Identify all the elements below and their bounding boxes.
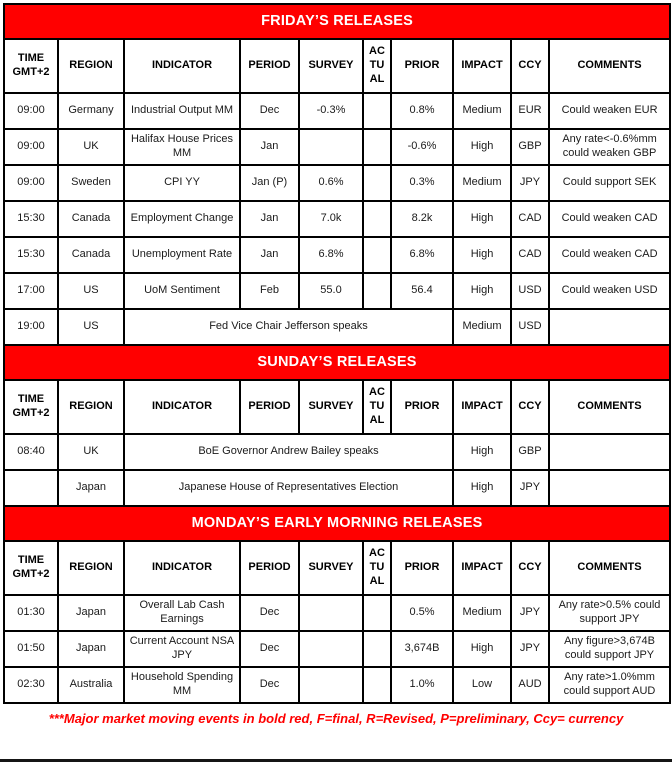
cell-region: Canada xyxy=(58,237,124,273)
calendar-table xyxy=(3,344,671,507)
cell-prior: 3,674B xyxy=(391,631,453,667)
cell-period: Feb xyxy=(240,273,299,309)
cell-indicator: CPI YY xyxy=(124,165,240,201)
cell-prior: 56.4 xyxy=(391,273,453,309)
cell-indicator: Halifax House Prices MM xyxy=(124,129,240,165)
cell-time: 15:30 xyxy=(4,237,58,273)
cell-actual xyxy=(363,667,391,703)
cell-region: US xyxy=(58,309,124,345)
cell-survey: 55.0 xyxy=(299,273,363,309)
cell-ccy: GBP xyxy=(511,434,549,470)
cell-impact: High xyxy=(453,470,511,506)
cell-ccy: USD xyxy=(511,273,549,309)
column-header-region: REGION xyxy=(58,39,124,93)
column-header-indicator: INDICATOR xyxy=(124,380,240,434)
column-header-survey: SURVEY xyxy=(299,380,363,434)
cell-event: BoE Governor Andrew Bailey speaks xyxy=(124,434,453,470)
cell-impact: High xyxy=(453,129,511,165)
table-row xyxy=(4,434,670,470)
cell-actual xyxy=(363,237,391,273)
calendar-table xyxy=(3,3,671,346)
cell-prior: 0.8% xyxy=(391,93,453,129)
cell-period: Dec xyxy=(240,595,299,631)
column-header-region: REGION xyxy=(58,380,124,434)
cell-period: Jan (P) xyxy=(240,165,299,201)
table-row xyxy=(4,129,670,165)
cell-prior: 6.8% xyxy=(391,237,453,273)
cell-impact: Low xyxy=(453,667,511,703)
table-row xyxy=(4,667,670,703)
cell-indicator: Household Spending MM xyxy=(124,667,240,703)
cell-impact: Medium xyxy=(453,309,511,345)
cell-time: 17:00 xyxy=(4,273,58,309)
cell-comments: Could weaken CAD xyxy=(549,237,670,273)
cell-event: Fed Vice Chair Jefferson speaks xyxy=(124,309,453,345)
cell-ccy: JPY xyxy=(511,470,549,506)
bottom-divider xyxy=(0,759,672,762)
cell-survey xyxy=(299,631,363,667)
cell-comments: Any rate>1.0%mm could support AUD xyxy=(549,667,670,703)
column-header-row xyxy=(4,380,670,434)
cell-ccy: AUD xyxy=(511,667,549,703)
column-header-row xyxy=(4,541,670,595)
cell-period: Dec xyxy=(240,93,299,129)
cell-time: 09:00 xyxy=(4,129,58,165)
column-header-period: PERIOD xyxy=(240,541,299,595)
cell-region: Japan xyxy=(58,470,124,506)
cell-time: 09:00 xyxy=(4,165,58,201)
cell-period: Dec xyxy=(240,631,299,667)
cell-time: 01:50 xyxy=(4,631,58,667)
cell-region: Canada xyxy=(58,201,124,237)
cell-comments xyxy=(549,434,670,470)
column-header-actual: AC TU AL xyxy=(363,541,391,595)
cell-indicator: Unemployment Rate xyxy=(124,237,240,273)
cell-actual xyxy=(363,201,391,237)
section-header-row xyxy=(4,506,670,541)
cell-comments xyxy=(549,309,670,345)
column-header-survey: SURVEY xyxy=(299,39,363,93)
cell-survey xyxy=(299,129,363,165)
cell-comments: Any rate<-0.6%mm could weaken GBP xyxy=(549,129,670,165)
cell-actual xyxy=(363,595,391,631)
column-header-row xyxy=(4,39,670,93)
cell-comments: Could support SEK xyxy=(549,165,670,201)
cell-impact: High xyxy=(453,631,511,667)
calendar-table xyxy=(3,505,671,704)
cell-region: UK xyxy=(58,434,124,470)
cell-ccy: GBP xyxy=(511,129,549,165)
column-header-comments: COMMENTS xyxy=(549,39,670,93)
cell-indicator: Industrial Output MM xyxy=(124,93,240,129)
cell-time xyxy=(4,470,58,506)
section-header-row xyxy=(4,345,670,380)
cell-ccy: JPY xyxy=(511,595,549,631)
column-header-impact: IMPACT xyxy=(453,380,511,434)
cell-region: Sweden xyxy=(58,165,124,201)
cell-prior: 8.2k xyxy=(391,201,453,237)
table-row xyxy=(4,201,670,237)
cell-comments: Any figure>3,674B could support JPY xyxy=(549,631,670,667)
cell-impact: High xyxy=(453,201,511,237)
column-header-comments: COMMENTS xyxy=(549,380,670,434)
cell-period: Jan xyxy=(240,129,299,165)
column-header-actual: AC TU AL xyxy=(363,380,391,434)
table-row xyxy=(4,165,670,201)
cell-prior: -0.6% xyxy=(391,129,453,165)
cell-comments: Could weaken USD xyxy=(549,273,670,309)
column-header-prior: PRIOR xyxy=(391,541,453,595)
table-row xyxy=(4,309,670,345)
column-header-comments: COMMENTS xyxy=(549,541,670,595)
column-header-period: PERIOD xyxy=(240,380,299,434)
cell-ccy: USD xyxy=(511,309,549,345)
calendar-sections xyxy=(3,3,669,704)
cell-actual xyxy=(363,631,391,667)
cell-comments: Could weaken EUR xyxy=(549,93,670,129)
column-header-impact: IMPACT xyxy=(453,39,511,93)
cell-comments xyxy=(549,470,670,506)
cell-indicator: Current Account NSA JPY xyxy=(124,631,240,667)
cell-event: Japanese House of Representatives Election xyxy=(124,470,453,506)
cell-impact: High xyxy=(453,434,511,470)
section-header-row xyxy=(4,4,670,39)
cell-survey: 6.8% xyxy=(299,237,363,273)
cell-ccy: JPY xyxy=(511,165,549,201)
table-row xyxy=(4,93,670,129)
table-row xyxy=(4,237,670,273)
cell-region: Australia xyxy=(58,667,124,703)
cell-impact: Medium xyxy=(453,165,511,201)
cell-comments: Could weaken CAD xyxy=(549,201,670,237)
cell-region: UK xyxy=(58,129,124,165)
cell-region: US xyxy=(58,273,124,309)
cell-time: 19:00 xyxy=(4,309,58,345)
cell-period: Jan xyxy=(240,201,299,237)
cell-impact: Medium xyxy=(453,595,511,631)
cell-survey: -0.3% xyxy=(299,93,363,129)
column-header-period: PERIOD xyxy=(240,39,299,93)
section-title: MONDAY’S EARLY MORNING RELEASES xyxy=(4,506,670,541)
cell-survey xyxy=(299,667,363,703)
cell-time: 01:30 xyxy=(4,595,58,631)
cell-comments: Any rate>0.5% could support JPY xyxy=(549,595,670,631)
table-row xyxy=(4,595,670,631)
cell-impact: Medium xyxy=(453,93,511,129)
column-header-prior: PRIOR xyxy=(391,39,453,93)
column-header-impact: IMPACT xyxy=(453,541,511,595)
column-header-ccy: CCY xyxy=(511,380,549,434)
cell-prior: 0.5% xyxy=(391,595,453,631)
cell-impact: High xyxy=(453,237,511,273)
cell-period: Dec xyxy=(240,667,299,703)
footer-note: ***Major market moving events in bold red, F=final, R=Revised, P=preliminary, Ccy= currency xyxy=(48,711,624,726)
cell-actual xyxy=(363,93,391,129)
cell-ccy: CAD xyxy=(511,237,549,273)
column-header-time: TIME GMT+2 xyxy=(4,39,58,93)
cell-indicator: Employment Change xyxy=(124,201,240,237)
cell-region: Japan xyxy=(58,631,124,667)
cell-ccy: EUR xyxy=(511,93,549,129)
table-row xyxy=(4,273,670,309)
cell-region: Japan xyxy=(58,595,124,631)
cell-indicator: UoM Sentiment xyxy=(124,273,240,309)
table-row xyxy=(4,631,670,667)
column-header-ccy: CCY xyxy=(511,541,549,595)
cell-actual xyxy=(363,165,391,201)
section-title: SUNDAY’S RELEASES xyxy=(4,345,670,380)
cell-prior: 1.0% xyxy=(391,667,453,703)
cell-time: 08:40 xyxy=(4,434,58,470)
cell-prior: 0.3% xyxy=(391,165,453,201)
cell-region: Germany xyxy=(58,93,124,129)
column-header-time: TIME GMT+2 xyxy=(4,541,58,595)
column-header-indicator: INDICATOR xyxy=(124,541,240,595)
column-header-region: REGION xyxy=(58,541,124,595)
cell-actual xyxy=(363,273,391,309)
table-row xyxy=(4,470,670,506)
column-header-actual: AC TU AL xyxy=(363,39,391,93)
column-header-ccy: CCY xyxy=(511,39,549,93)
cell-survey xyxy=(299,595,363,631)
cell-actual xyxy=(363,129,391,165)
cell-impact: High xyxy=(453,273,511,309)
cell-indicator: Overall Lab Cash Earnings xyxy=(124,595,240,631)
cell-ccy: JPY xyxy=(511,631,549,667)
column-header-survey: SURVEY xyxy=(299,541,363,595)
cell-survey: 7.0k xyxy=(299,201,363,237)
column-header-time: TIME GMT+2 xyxy=(4,380,58,434)
cell-survey: 0.6% xyxy=(299,165,363,201)
cell-time: 02:30 xyxy=(4,667,58,703)
column-header-prior: PRIOR xyxy=(391,380,453,434)
cell-time: 09:00 xyxy=(4,93,58,129)
section-title: FRIDAY’S RELEASES xyxy=(4,4,670,39)
cell-time: 15:30 xyxy=(4,201,58,237)
cell-ccy: CAD xyxy=(511,201,549,237)
column-header-indicator: INDICATOR xyxy=(124,39,240,93)
cell-period: Jan xyxy=(240,237,299,273)
